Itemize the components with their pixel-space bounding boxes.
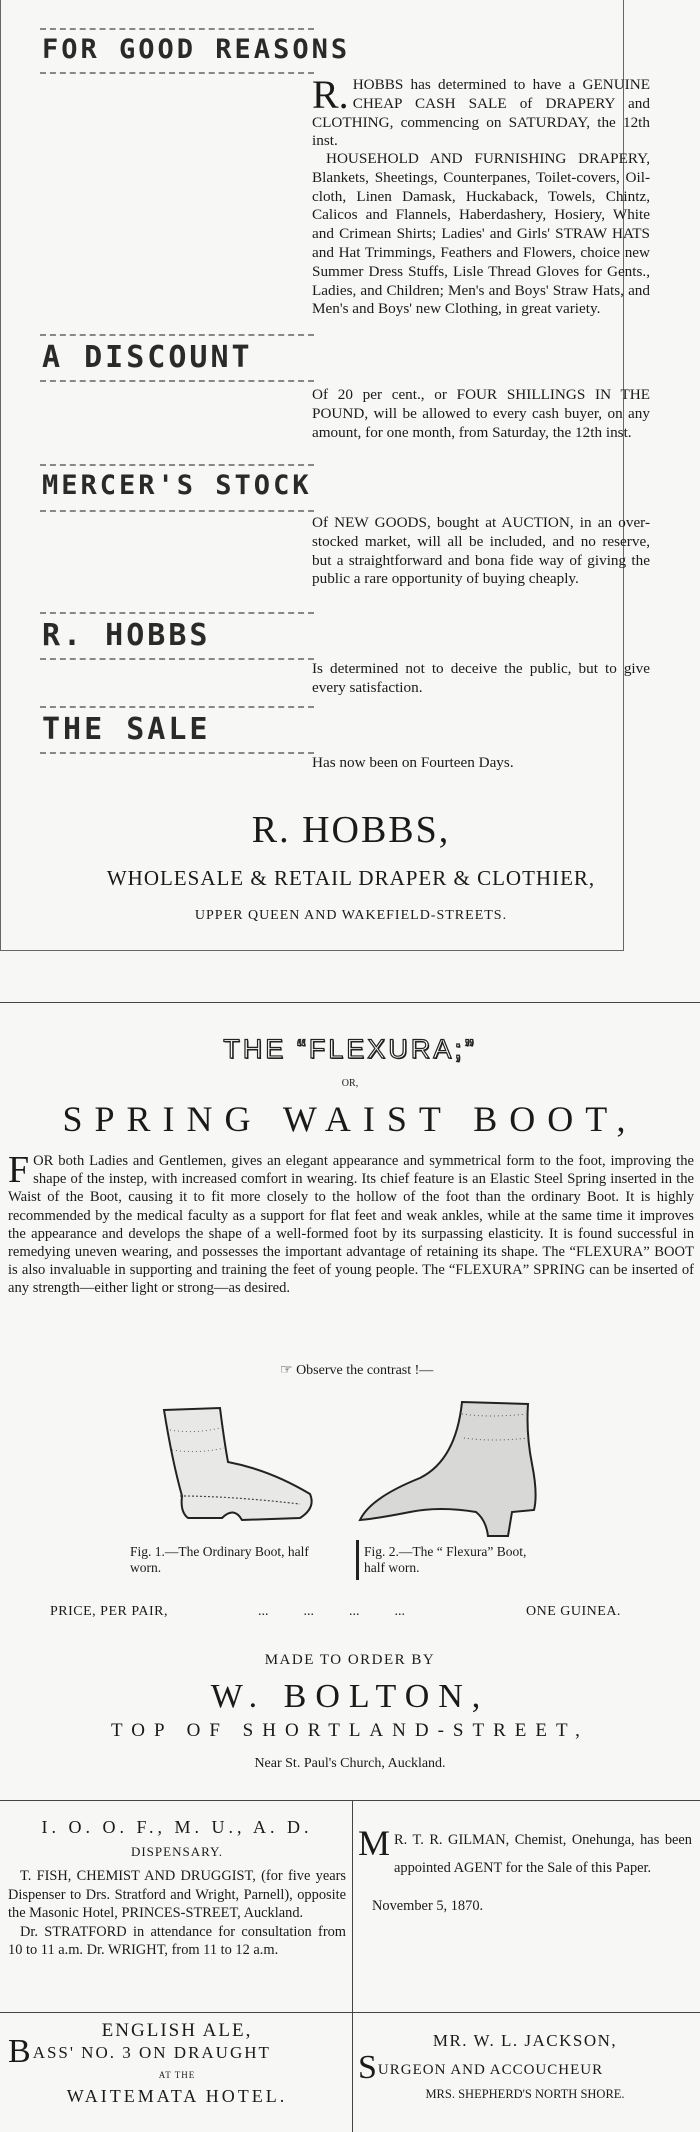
jackson-line: SURGEON AND ACCOUCHEUR xyxy=(358,2048,604,2086)
fig1-caption: Fig. 1.—The Ordinary Boot, half worn. xyxy=(130,1544,309,1575)
ioof-hours: Dr. STRATFORD in attendance for consultation from 10 to 11 a.m. Dr. WRIGHT, from 11 to 12 a.m. xyxy=(8,1923,346,1958)
jackson-advertisement xyxy=(358,2032,692,2104)
hobbs-intro-dropcap: R. xyxy=(312,72,349,117)
ioof-body: T. FISH, CHEMIST AND DRUGGIST, (for five years Dispenser to Drs. Stratford and Wright, Parnell), opposite the Masonic Hotel, PRINCES-STREET, Auckland. xyxy=(8,1868,346,1921)
hobbs-address: UPPER QUEEN AND WAKEFIELD-STREETS. xyxy=(194,908,508,923)
maker-address: TOP OF SHORTLAND-STREET, xyxy=(111,1720,589,1741)
header-a-discount: A DISCOUNT xyxy=(40,334,314,382)
price-value: ONE GUINEA. xyxy=(526,1604,621,1619)
flexura-body-text: OR both Ladies and Gentlemen, gives an elegant appearance and symmetrical form to the foot, improving the shape of the instep, with increased comfort in wearing. Its chief feature is an Elastic Steel Spring inserted in the Waist of the Boot, causing it to fit more closely to the hollow of the foot than the ordinary Boot. It is highly recommended by the medical faculty as a support for flat feet and weak ankles, while at the same time it improves the appearance and develops the shape of a well-formed foot by its surpassing elasticity. It is found successful in remedying uneven wearing, and possesses the important advantage of retaining its shape. The “FLEXURA” BOOT is also invaluable in supporting and training the feet of young people. The “FLEXURA” SPRING can be inserted of any strength—either light or strong—as desired. xyxy=(8,1153,694,1297)
ale-advertisement xyxy=(8,2022,346,2105)
gilman-date: November 5, 1870. xyxy=(372,1898,484,1914)
ale-title: ENGLISH ALE, xyxy=(101,2020,253,2041)
caption-divider xyxy=(356,1540,359,1580)
hobbs-household-text: HOUSEHOLD AND FURNISHING DRAPERY, Blankets, Sheetings, Counterpanes, Toilet-covers, Oil-cloth, Linen Damask, Huckaback, Towels, Chintz, Calicos and Flannels, Haberdashery, Hosiery, White and Crimean Shirts; Ladies' and Girls' STRAW HATS and Hat Trimmings, Feathers and Flowers, choice new Summer Dress Stuffs, Lisle Thread Gloves for Gents., Ladies, and Children; Men's and Boys' Straw Hats, and Men's and Boys' new Clothing, in great variety. xyxy=(312,150,650,318)
hobbs-discount-text: Of 20 per cent., or FOUR SHILLINGS IN THE POUND, will be allowed to every cash buyer, on any amount, for one month, from Saturday, the 12th inst. xyxy=(312,386,650,441)
fig2-caption: Fig. 2.—The “ Flexura” Boot, half worn. xyxy=(364,1544,527,1575)
price-label: PRICE, PER PAIR, xyxy=(50,1604,168,1619)
maker-name: W. BOLTON, xyxy=(210,1678,490,1715)
flexura-dropcap: F xyxy=(8,1149,30,1191)
flexura-boot-illustration xyxy=(350,1394,550,1544)
flexura-title: THE “FLEXURA;” xyxy=(223,1034,477,1064)
ale-line: BASS' NO. 3 ON DRAUGHT xyxy=(8,2032,271,2070)
hobbs-intro-text: HOBBS has determined to have a GENUINE CHEAP CASH SALE of DRAPERY and CLOTHING, commencing on SATURDAY, the 12th inst. xyxy=(312,76,650,150)
header-mercers-stock: MERCER'S STOCK xyxy=(40,464,314,512)
hobbs-promise-text: Is determined not to deceive the public, but to give every satisfaction. xyxy=(312,660,650,696)
ale-hotel: WAITEMATA HOTEL. xyxy=(66,2085,288,2106)
price-dots: ... ... ... ... xyxy=(258,1604,405,1619)
gilman-body: R. T. R. GILMAN, Chemist, Onehunga, has been appointed AGENT for the Sale of this Paper. xyxy=(394,1832,692,1876)
ale-at: AT THE xyxy=(158,2070,196,2080)
header-r-hobbs: R. HOBBS xyxy=(40,612,314,660)
hobbs-name: R. HOBBS, xyxy=(251,809,451,851)
flexura-subtitle: SPRING WAIST BOOT, xyxy=(62,1099,638,1139)
header-for-good-reasons: FOR GOOD REASONS xyxy=(40,28,314,74)
ordinary-boot-illustration xyxy=(150,1400,330,1540)
maker-near: Near St. Paul's Church, Auckland. xyxy=(254,1756,446,1771)
hobbs-intro xyxy=(312,72,650,151)
hobbs-sale-text: Has now been on Fourteen Days. xyxy=(312,754,514,771)
jackson-title: MR. W. L. JACKSON, xyxy=(432,2031,618,2050)
divider xyxy=(0,1002,700,1003)
jackson-address: MRS. SHEPHERD'S NORTH SHORE. xyxy=(425,2087,625,2101)
divider xyxy=(0,1800,700,1801)
gilman-advertisement xyxy=(358,1823,692,1920)
ioof-subtitle: DISPENSARY. xyxy=(130,1843,224,1859)
column-divider xyxy=(352,1800,353,2132)
flexura-observe: ☞ Observe the contrast !— xyxy=(280,1363,434,1378)
ioof-title: I. O. O. F., M. U., A. D. xyxy=(41,1817,313,1837)
hobbs-stock-text: Of NEW GOODS, bought at AUCTION, in an over-stocked market, will all be included, and no reserve, but a straightforward and bona fide way of giving the public a rare opportunity of buying cheaply. xyxy=(312,514,650,588)
hobbs-trade: WHOLESALE & RETAIL DRAPER & CLOTHIER, xyxy=(106,866,596,890)
divider xyxy=(352,2012,700,2013)
divider xyxy=(0,2012,352,2013)
made-by: MADE TO ORDER BY xyxy=(264,1652,436,1668)
flexura-or: OR, xyxy=(341,1078,359,1089)
header-the-sale: THE SALE xyxy=(40,706,314,754)
flexura-body xyxy=(8,1149,694,1298)
gilman-dropcap: M xyxy=(358,1823,391,1863)
ioof-advertisement xyxy=(8,1818,346,1960)
